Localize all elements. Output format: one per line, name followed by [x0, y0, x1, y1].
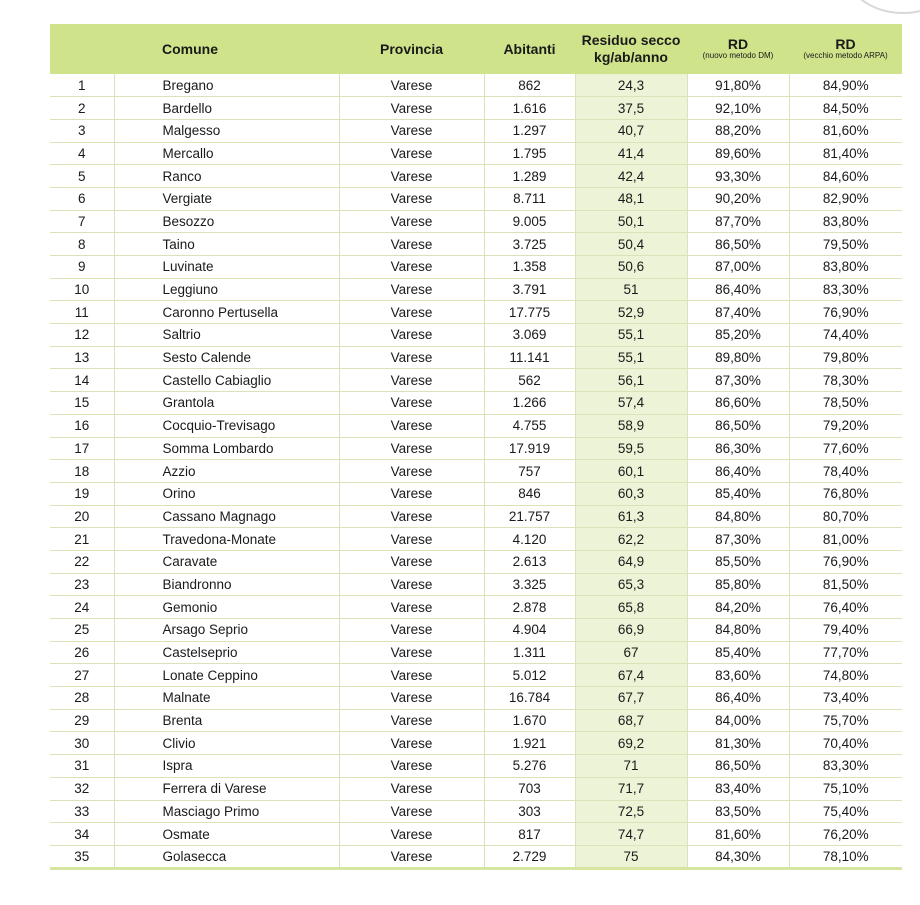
rd-new-cell: 86,40% — [687, 278, 789, 301]
rd-old-cell: 74,40% — [789, 324, 902, 347]
residuo-cell: 55,1 — [575, 324, 687, 347]
rd-old-cell: 75,10% — [789, 777, 902, 800]
rd-new-cell: 87,00% — [687, 256, 789, 279]
provincia-cell: Varese — [339, 346, 484, 369]
comune-cell: Cassano Magnago — [114, 505, 339, 528]
rank-cell: 27 — [50, 664, 114, 687]
residuo-cell: 58,9 — [575, 414, 687, 437]
abitanti-cell: 757 — [484, 460, 575, 483]
abitanti-cell: 16.784 — [484, 687, 575, 710]
provincia-cell: Varese — [339, 482, 484, 505]
rd-old-cell: 78,10% — [789, 845, 902, 868]
comune-cell: Saltrio — [114, 324, 339, 347]
rd-old-cell: 76,90% — [789, 550, 902, 573]
rd-new-cell: 89,80% — [687, 346, 789, 369]
provincia-cell: Varese — [339, 165, 484, 188]
provincia-cell: Varese — [339, 845, 484, 868]
comune-cell: Besozzo — [114, 210, 339, 233]
table-row — [50, 74, 902, 97]
comune-cell: Castello Cabiaglio — [114, 369, 339, 392]
rd-old-cell: 76,90% — [789, 301, 902, 324]
rank-cell: 21 — [50, 528, 114, 551]
rank-cell: 9 — [50, 256, 114, 279]
residuo-cell: 67 — [575, 641, 687, 664]
residuo-cell: 24,3 — [575, 74, 687, 97]
table-row — [50, 573, 902, 596]
provincia-cell: Varese — [339, 664, 484, 687]
rd-old-cell: 78,30% — [789, 369, 902, 392]
rd-new-cell: 84,80% — [687, 619, 789, 642]
table-row — [50, 528, 902, 551]
provincia-cell: Varese — [339, 392, 484, 415]
abitanti-cell: 2.878 — [484, 596, 575, 619]
table-row — [50, 187, 902, 210]
comune-cell: Biandronno — [114, 573, 339, 596]
residuo-cell: 72,5 — [575, 800, 687, 823]
header-rd-new — [687, 24, 789, 74]
abitanti-cell: 862 — [484, 74, 575, 97]
abitanti-cell: 562 — [484, 369, 575, 392]
rd-old-cell: 80,70% — [789, 505, 902, 528]
rd-new-cell: 84,30% — [687, 845, 789, 868]
rd-old-cell: 83,80% — [789, 210, 902, 233]
rd-new-cell: 81,60% — [687, 823, 789, 846]
table-row — [50, 755, 902, 778]
rank-cell: 8 — [50, 233, 114, 256]
header-residuo-line1: Residuo secco — [581, 32, 681, 48]
abitanti-cell: 846 — [484, 482, 575, 505]
rank-cell: 33 — [50, 800, 114, 823]
comune-cell: Cocquio-Trevisago — [114, 414, 339, 437]
comune-cell: Azzio — [114, 460, 339, 483]
table-row — [50, 392, 902, 415]
comune-cell: Ispra — [114, 755, 339, 778]
provincia-cell: Varese — [339, 187, 484, 210]
rank-cell: 34 — [50, 823, 114, 846]
rd-old-cell: 79,40% — [789, 619, 902, 642]
comune-cell: Mercallo — [114, 142, 339, 165]
abitanti-cell: 9.005 — [484, 210, 575, 233]
comune-cell: Bregano — [114, 74, 339, 97]
rd-new-cell: 91,80% — [687, 74, 789, 97]
rank-cell: 23 — [50, 573, 114, 596]
rd-new-cell: 88,20% — [687, 119, 789, 142]
rank-cell: 6 — [50, 187, 114, 210]
abitanti-cell: 3.725 — [484, 233, 575, 256]
residuo-cell: 66,9 — [575, 619, 687, 642]
rd-old-cell: 74,80% — [789, 664, 902, 687]
abitanti-cell: 4.755 — [484, 414, 575, 437]
provincia-cell: Varese — [339, 641, 484, 664]
table-row — [50, 687, 902, 710]
residuo-cell: 67,7 — [575, 687, 687, 710]
comune-cell: Gemonio — [114, 596, 339, 619]
rank-cell: 24 — [50, 596, 114, 619]
abitanti-cell: 3.791 — [484, 278, 575, 301]
abitanti-cell: 17.775 — [484, 301, 575, 324]
table-row — [50, 505, 902, 528]
residuo-cell: 51 — [575, 278, 687, 301]
rd-old-cell: 84,60% — [789, 165, 902, 188]
header-residuo-secco — [575, 24, 687, 74]
ranking-table-container — [50, 24, 902, 870]
provincia-cell: Varese — [339, 460, 484, 483]
comune-cell: Castelseprio — [114, 641, 339, 664]
rd-old-cell: 79,20% — [789, 414, 902, 437]
abitanti-cell: 1.921 — [484, 732, 575, 755]
rd-old-cell: 83,30% — [789, 278, 902, 301]
rd-new-cell: 83,60% — [687, 664, 789, 687]
rd-new-cell: 90,20% — [687, 187, 789, 210]
comune-cell: Golasecca — [114, 845, 339, 868]
residuo-cell: 64,9 — [575, 550, 687, 573]
abitanti-cell: 11.141 — [484, 346, 575, 369]
table-row — [50, 460, 902, 483]
residuo-cell: 68,7 — [575, 709, 687, 732]
rank-cell: 10 — [50, 278, 114, 301]
abitanti-cell: 817 — [484, 823, 575, 846]
comune-cell: Caravate — [114, 550, 339, 573]
residuo-cell: 50,6 — [575, 256, 687, 279]
header-rd-old-subtitle: (vecchio metodo ARPA) — [803, 51, 888, 60]
abitanti-cell: 703 — [484, 777, 575, 800]
table-row — [50, 414, 902, 437]
header-provincia: Provincia — [339, 24, 484, 74]
comune-cell: Bardello — [114, 97, 339, 120]
residuo-cell: 60,3 — [575, 482, 687, 505]
rd-old-cell: 81,50% — [789, 573, 902, 596]
table-row — [50, 210, 902, 233]
rd-old-cell: 83,80% — [789, 256, 902, 279]
rd-old-cell: 82,90% — [789, 187, 902, 210]
rd-new-cell: 87,40% — [687, 301, 789, 324]
table-row — [50, 97, 902, 120]
provincia-cell: Varese — [339, 437, 484, 460]
rd-old-cell: 81,60% — [789, 119, 902, 142]
rd-old-cell: 79,80% — [789, 346, 902, 369]
residuo-cell: 61,3 — [575, 505, 687, 528]
comune-cell: Grantola — [114, 392, 339, 415]
rd-old-cell: 81,40% — [789, 142, 902, 165]
rd-new-cell: 86,60% — [687, 392, 789, 415]
ranking-table — [50, 24, 902, 870]
rd-new-cell: 86,40% — [687, 460, 789, 483]
rd-old-cell: 78,40% — [789, 460, 902, 483]
table-row — [50, 823, 902, 846]
abitanti-cell: 21.757 — [484, 505, 575, 528]
rd-old-cell: 76,40% — [789, 596, 902, 619]
comune-cell: Somma Lombardo — [114, 437, 339, 460]
residuo-cell: 55,1 — [575, 346, 687, 369]
table-row — [50, 346, 902, 369]
comune-cell: Sesto Calende — [114, 346, 339, 369]
table-body — [50, 74, 902, 868]
rd-old-cell: 76,20% — [789, 823, 902, 846]
abitanti-cell: 5.276 — [484, 755, 575, 778]
rd-new-cell: 85,40% — [687, 482, 789, 505]
rank-cell: 11 — [50, 301, 114, 324]
table-row — [50, 233, 902, 256]
residuo-cell: 59,5 — [575, 437, 687, 460]
provincia-cell: Varese — [339, 800, 484, 823]
rd-new-cell: 84,00% — [687, 709, 789, 732]
header-row — [50, 24, 902, 74]
residuo-cell: 75 — [575, 845, 687, 868]
residuo-cell: 50,1 — [575, 210, 687, 233]
provincia-cell: Varese — [339, 550, 484, 573]
rd-old-cell: 73,40% — [789, 687, 902, 710]
provincia-cell: Varese — [339, 755, 484, 778]
provincia-cell: Varese — [339, 142, 484, 165]
rank-cell: 32 — [50, 777, 114, 800]
abitanti-cell: 5.012 — [484, 664, 575, 687]
residuo-cell: 65,8 — [575, 596, 687, 619]
rd-old-cell: 75,70% — [789, 709, 902, 732]
rd-new-cell: 81,30% — [687, 732, 789, 755]
abitanti-cell: 4.904 — [484, 619, 575, 642]
residuo-cell: 37,5 — [575, 97, 687, 120]
rd-old-cell: 81,00% — [789, 528, 902, 551]
residuo-cell: 48,1 — [575, 187, 687, 210]
table-row — [50, 619, 902, 642]
provincia-cell: Varese — [339, 233, 484, 256]
rank-cell: 15 — [50, 392, 114, 415]
table-row — [50, 550, 902, 573]
rank-cell: 1 — [50, 74, 114, 97]
table-row — [50, 165, 902, 188]
rank-cell: 2 — [50, 97, 114, 120]
header-abitanti: Abitanti — [484, 24, 575, 74]
comune-cell: Osmate — [114, 823, 339, 846]
comune-cell: Malgesso — [114, 119, 339, 142]
provincia-cell: Varese — [339, 528, 484, 551]
rd-new-cell: 89,60% — [687, 142, 789, 165]
rank-cell: 30 — [50, 732, 114, 755]
header-rd-new-subtitle: (nuovo metodo DM) — [702, 51, 774, 60]
residuo-cell: 56,1 — [575, 369, 687, 392]
rd-new-cell: 86,30% — [687, 437, 789, 460]
rank-cell: 18 — [50, 460, 114, 483]
comune-cell: Vergiate — [114, 187, 339, 210]
rd-new-cell: 85,50% — [687, 550, 789, 573]
table-row — [50, 596, 902, 619]
provincia-cell: Varese — [339, 369, 484, 392]
comune-cell: Luvinate — [114, 256, 339, 279]
provincia-cell: Varese — [339, 301, 484, 324]
rd-old-cell: 84,50% — [789, 97, 902, 120]
rd-new-cell: 83,40% — [687, 777, 789, 800]
rd-new-cell: 84,20% — [687, 596, 789, 619]
rd-new-cell: 86,50% — [687, 233, 789, 256]
abitanti-cell: 3.069 — [484, 324, 575, 347]
provincia-cell: Varese — [339, 324, 484, 347]
rank-cell: 35 — [50, 845, 114, 868]
provincia-cell: Varese — [339, 119, 484, 142]
rank-cell: 31 — [50, 755, 114, 778]
rank-cell: 22 — [50, 550, 114, 573]
header-comune: Comune — [114, 24, 339, 74]
table-row — [50, 800, 902, 823]
residuo-cell: 62,2 — [575, 528, 687, 551]
rank-cell: 20 — [50, 505, 114, 528]
table-row — [50, 119, 902, 142]
provincia-cell: Varese — [339, 777, 484, 800]
provincia-cell: Varese — [339, 732, 484, 755]
comune-cell: Leggiuno — [114, 278, 339, 301]
residuo-cell: 67,4 — [575, 664, 687, 687]
rd-old-cell: 76,80% — [789, 482, 902, 505]
rd-old-cell: 79,50% — [789, 233, 902, 256]
provincia-cell: Varese — [339, 256, 484, 279]
rd-new-cell: 87,30% — [687, 369, 789, 392]
rank-cell: 4 — [50, 142, 114, 165]
provincia-cell: Varese — [339, 619, 484, 642]
rd-old-cell: 78,50% — [789, 392, 902, 415]
provincia-cell: Varese — [339, 596, 484, 619]
abitanti-cell: 1.289 — [484, 165, 575, 188]
table-row — [50, 324, 902, 347]
rd-old-cell: 77,60% — [789, 437, 902, 460]
table-row — [50, 732, 902, 755]
rd-new-cell: 87,30% — [687, 528, 789, 551]
rd-old-cell: 77,70% — [789, 641, 902, 664]
rank-cell: 17 — [50, 437, 114, 460]
residuo-cell: 65,3 — [575, 573, 687, 596]
comune-cell: Travedona-Monate — [114, 528, 339, 551]
page-curl-decoration — [846, 0, 920, 14]
rd-new-cell: 84,80% — [687, 505, 789, 528]
comune-cell: Masciago Primo — [114, 800, 339, 823]
residuo-cell: 69,2 — [575, 732, 687, 755]
comune-cell: Ferrera di Varese — [114, 777, 339, 800]
table-row — [50, 142, 902, 165]
residuo-cell: 71,7 — [575, 777, 687, 800]
provincia-cell: Varese — [339, 505, 484, 528]
abitanti-cell: 2.729 — [484, 845, 575, 868]
provincia-cell: Varese — [339, 414, 484, 437]
comune-cell: Taino — [114, 233, 339, 256]
rank-cell: 28 — [50, 687, 114, 710]
residuo-cell: 41,4 — [575, 142, 687, 165]
residuo-cell: 40,7 — [575, 119, 687, 142]
header-number — [50, 24, 114, 74]
abitanti-cell: 1.670 — [484, 709, 575, 732]
provincia-cell: Varese — [339, 97, 484, 120]
abitanti-cell: 1.266 — [484, 392, 575, 415]
table-row — [50, 709, 902, 732]
comune-cell: Caronno Pertusella — [114, 301, 339, 324]
comune-cell: Clivio — [114, 732, 339, 755]
rd-new-cell: 86,50% — [687, 755, 789, 778]
table-row — [50, 278, 902, 301]
rd-new-cell: 93,30% — [687, 165, 789, 188]
abitanti-cell: 1.358 — [484, 256, 575, 279]
rd-new-cell: 83,50% — [687, 800, 789, 823]
rd-new-cell: 85,20% — [687, 324, 789, 347]
provincia-cell: Varese — [339, 210, 484, 233]
provincia-cell: Varese — [339, 278, 484, 301]
table-row — [50, 301, 902, 324]
rank-cell: 12 — [50, 324, 114, 347]
rd-old-cell: 75,40% — [789, 800, 902, 823]
comune-cell: Arsago Seprio — [114, 619, 339, 642]
header-residuo-line2: kg/ab/anno — [594, 49, 668, 65]
comune-cell: Lonate Ceppino — [114, 664, 339, 687]
residuo-cell: 57,4 — [575, 392, 687, 415]
rd-new-cell: 85,80% — [687, 573, 789, 596]
rank-cell: 3 — [50, 119, 114, 142]
residuo-cell: 74,7 — [575, 823, 687, 846]
table-row — [50, 369, 902, 392]
comune-cell: Orino — [114, 482, 339, 505]
abitanti-cell: 3.325 — [484, 573, 575, 596]
provincia-cell: Varese — [339, 709, 484, 732]
rank-cell: 7 — [50, 210, 114, 233]
rank-cell: 5 — [50, 165, 114, 188]
rd-new-cell: 87,70% — [687, 210, 789, 233]
residuo-cell: 71 — [575, 755, 687, 778]
header-rd-new-title: RD — [727, 36, 749, 52]
rd-new-cell: 86,50% — [687, 414, 789, 437]
rd-new-cell: 92,10% — [687, 97, 789, 120]
residuo-cell: 52,9 — [575, 301, 687, 324]
rank-cell: 14 — [50, 369, 114, 392]
residuo-cell: 50,4 — [575, 233, 687, 256]
abitanti-cell: 1.311 — [484, 641, 575, 664]
rd-old-cell: 83,30% — [789, 755, 902, 778]
provincia-cell: Varese — [339, 573, 484, 596]
abitanti-cell: 17.919 — [484, 437, 575, 460]
rank-cell: 26 — [50, 641, 114, 664]
rd-old-cell: 84,90% — [789, 74, 902, 97]
rank-cell: 25 — [50, 619, 114, 642]
comune-cell: Malnate — [114, 687, 339, 710]
abitanti-cell: 1.795 — [484, 142, 575, 165]
abitanti-cell: 303 — [484, 800, 575, 823]
provincia-cell: Varese — [339, 74, 484, 97]
abitanti-cell: 1.616 — [484, 97, 575, 120]
abitanti-cell: 1.297 — [484, 119, 575, 142]
table-header — [50, 24, 902, 74]
residuo-cell: 42,4 — [575, 165, 687, 188]
rank-cell: 19 — [50, 482, 114, 505]
rd-new-cell: 86,40% — [687, 687, 789, 710]
residuo-cell: 60,1 — [575, 460, 687, 483]
comune-cell: Ranco — [114, 165, 339, 188]
rank-cell: 16 — [50, 414, 114, 437]
table-row — [50, 437, 902, 460]
rank-cell: 29 — [50, 709, 114, 732]
abitanti-cell: 4.120 — [484, 528, 575, 551]
header-rd-old — [789, 24, 902, 74]
table-row — [50, 664, 902, 687]
table-row — [50, 482, 902, 505]
comune-cell: Brenta — [114, 709, 339, 732]
abitanti-cell: 8.711 — [484, 187, 575, 210]
table-row — [50, 641, 902, 664]
rd-new-cell: 85,40% — [687, 641, 789, 664]
rd-old-cell: 70,40% — [789, 732, 902, 755]
provincia-cell: Varese — [339, 823, 484, 846]
header-rd-old-title: RD — [835, 36, 856, 52]
rank-cell: 13 — [50, 346, 114, 369]
table-row — [50, 777, 902, 800]
abitanti-cell: 2.613 — [484, 550, 575, 573]
table-row — [50, 256, 902, 279]
table-row — [50, 845, 902, 868]
provincia-cell: Varese — [339, 687, 484, 710]
